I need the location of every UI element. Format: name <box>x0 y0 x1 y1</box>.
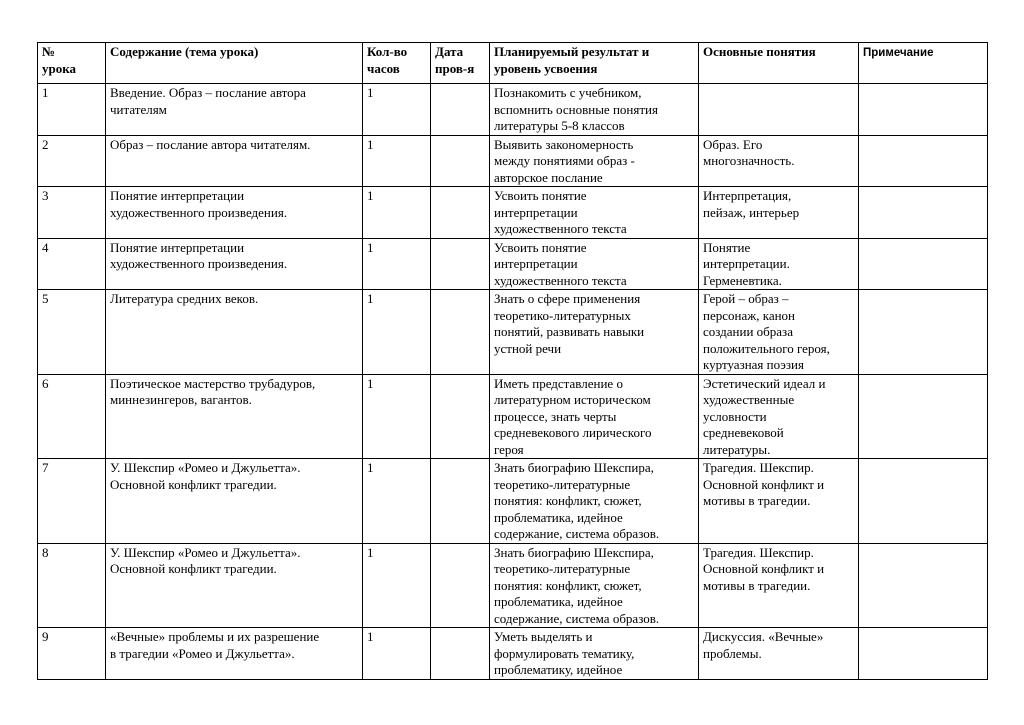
cell-lesson-number: 4 <box>38 238 106 290</box>
table-row <box>38 459 988 544</box>
cell-key-concepts: Интерпретация, пейзаж, интерьер <box>699 187 859 239</box>
cell-content: Образ – послание автора читателям. <box>106 135 363 187</box>
cell-planned-result: Усвоить понятие интерпретации художественного текста <box>490 187 699 239</box>
cell-date <box>431 84 490 136</box>
cell-planned-result: Иметь представление о литературном историческом процессе, знать черты средневекового лирического героя <box>490 374 699 459</box>
cell-key-concepts: Трагедия. Шекспир. Основной конфликт и мотивы в трагедии. <box>699 543 859 628</box>
table-row <box>38 187 988 239</box>
cell-hours: 1 <box>363 628 431 680</box>
cell-date <box>431 238 490 290</box>
cell-content: Понятие интерпретации художественного произведения. <box>106 187 363 239</box>
cell-planned-result: Выявить закономерность между понятиями образ - авторское послание <box>490 135 699 187</box>
table-header-row <box>38 43 988 84</box>
cell-hours: 1 <box>363 290 431 375</box>
header-planned-result: Планируемый результат и уровень усвоения <box>490 43 699 84</box>
cell-key-concepts: Образ. Его многозначность. <box>699 135 859 187</box>
cell-note <box>859 459 988 544</box>
cell-date <box>431 459 490 544</box>
cell-hours: 1 <box>363 459 431 544</box>
header-hours: Кол-во часов <box>363 43 431 84</box>
cell-date <box>431 290 490 375</box>
header-lesson-number: № урока <box>38 43 106 84</box>
cell-lesson-number: 2 <box>38 135 106 187</box>
cell-note <box>859 187 988 239</box>
cell-lesson-number: 1 <box>38 84 106 136</box>
cell-lesson-number: 8 <box>38 543 106 628</box>
table-row <box>38 374 988 459</box>
cell-note <box>859 374 988 459</box>
cell-date <box>431 374 490 459</box>
cell-content: «Вечные» проблемы и их разрешение в трагедии «Ромео и Джульетта». <box>106 628 363 680</box>
cell-note <box>859 290 988 375</box>
table-row <box>38 84 988 136</box>
cell-planned-result: Знать биографию Шекспира, теоретико-литературные понятия: конфликт, сюжет, проблематика, идейное содержание, система образов. <box>490 459 699 544</box>
table-row <box>38 290 988 375</box>
cell-key-concepts: Герой – образ – персонаж, канон создании образа положительного героя, куртуазная поэзия <box>699 290 859 375</box>
header-key-concepts: Основные понятия <box>699 43 859 84</box>
lesson-plan-table <box>37 42 988 680</box>
cell-note <box>859 628 988 680</box>
cell-content: У. Шекспир «Ромео и Джульетта». Основной конфликт трагедии. <box>106 543 363 628</box>
cell-date <box>431 187 490 239</box>
table-row <box>38 628 988 680</box>
cell-planned-result: Познакомить с учебником, вспомнить основные понятия литературы 5-8 классов <box>490 84 699 136</box>
cell-key-concepts: Понятие интерпретации. Герменевтика. <box>699 238 859 290</box>
cell-planned-result: Знать биографию Шекспира, теоретико-литературные понятия: конфликт, сюжет, проблематика, идейное содержание, система образов. <box>490 543 699 628</box>
cell-key-concepts <box>699 84 859 136</box>
cell-note <box>859 135 988 187</box>
cell-hours: 1 <box>363 84 431 136</box>
cell-note <box>859 543 988 628</box>
cell-planned-result: Знать о сфере применения теоретико-литературных понятий, развивать навыки устной речи <box>490 290 699 375</box>
cell-lesson-number: 9 <box>38 628 106 680</box>
cell-content: У. Шекспир «Ромео и Джульетта». Основной конфликт трагедии. <box>106 459 363 544</box>
header-date: Дата пров-я <box>431 43 490 84</box>
cell-key-concepts: Эстетический идеал и художественные условности средневековой литературы. <box>699 374 859 459</box>
cell-content: Поэтическое мастерство трубадуров, миннезингеров, вагантов. <box>106 374 363 459</box>
cell-date <box>431 543 490 628</box>
cell-hours: 1 <box>363 238 431 290</box>
cell-lesson-number: 5 <box>38 290 106 375</box>
cell-hours: 1 <box>363 374 431 459</box>
cell-planned-result: Усвоить понятие интерпретации художественного текста <box>490 238 699 290</box>
cell-lesson-number: 7 <box>38 459 106 544</box>
header-note: Примечание <box>859 43 988 84</box>
cell-date <box>431 135 490 187</box>
cell-planned-result: Уметь выделять и формулировать тематику, проблематику, идейное <box>490 628 699 680</box>
cell-hours: 1 <box>363 187 431 239</box>
cell-key-concepts: Дискуссия. «Вечные» проблемы. <box>699 628 859 680</box>
cell-content: Литература средних веков. <box>106 290 363 375</box>
cell-note <box>859 84 988 136</box>
table-row <box>38 543 988 628</box>
cell-key-concepts: Трагедия. Шекспир. Основной конфликт и мотивы в трагедии. <box>699 459 859 544</box>
table-row <box>38 238 988 290</box>
table-row <box>38 135 988 187</box>
cell-hours: 1 <box>363 543 431 628</box>
header-content: Содержание (тема урока) <box>106 43 363 84</box>
cell-content: Введение. Образ – послание автора читателям <box>106 84 363 136</box>
cell-date <box>431 628 490 680</box>
cell-lesson-number: 6 <box>38 374 106 459</box>
cell-lesson-number: 3 <box>38 187 106 239</box>
cell-content: Понятие интерпретации художественного произведения. <box>106 238 363 290</box>
cell-note <box>859 238 988 290</box>
cell-hours: 1 <box>363 135 431 187</box>
